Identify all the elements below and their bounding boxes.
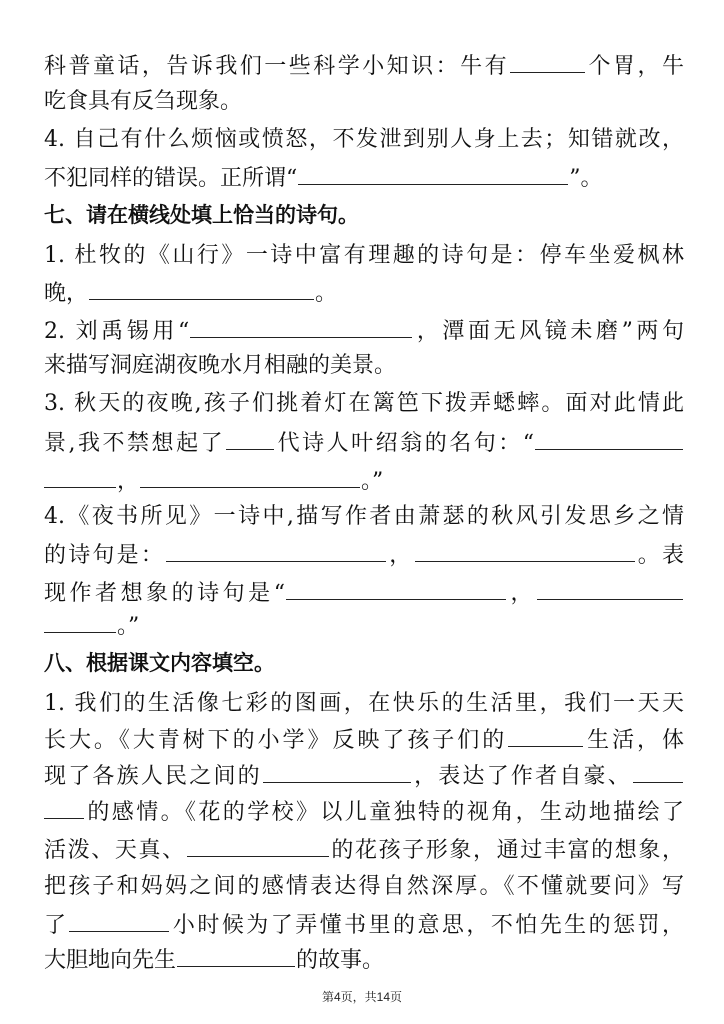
answer-blank[interactable] [187,836,329,857]
section-heading-8: 八、根据课文内容填空。 [44,651,275,675]
text-line [44,164,684,193]
text: 的花孩子形象，通过丰富的想象， [329,838,684,863]
text-line [44,836,684,865]
text-line [44,126,684,154]
text: ， [117,469,140,494]
text: 长大。《大青树下的小学》反映了孩子们的 [44,728,508,753]
answer-blank[interactable] [89,279,314,300]
text: 把孩子和妈妈之间的感情表达得自然深厚。《不懂就要问》写 [44,874,684,899]
text: 景,我不禁想起了 [44,431,226,456]
text-line [44,390,684,418]
text: 。” [117,614,140,639]
text: ”。 [569,166,603,191]
text: 活泼、天真、 [44,838,186,863]
text: 大胆地向先生 [44,948,177,973]
text-line [44,317,684,346]
page-footer: 第4页，共14页 [321,990,403,1004]
answer-blank[interactable] [140,467,360,488]
text-line [44,612,684,641]
text: ， [506,581,536,606]
text-line [44,279,684,308]
text-line [44,946,684,975]
answer-blank[interactable] [177,946,295,967]
answer-blank[interactable] [510,52,585,73]
answer-blank[interactable] [508,726,583,747]
answer-blank[interactable] [44,612,116,633]
text: 。” [361,469,384,494]
text-line [44,467,684,496]
text-line [44,429,684,458]
text-line [44,911,684,940]
answer-blank[interactable] [633,762,683,783]
section-heading-7: 七、请在横线处填上恰当的诗句。 [44,203,359,227]
text-line [44,798,684,827]
text: 4.《夜书所见》一诗中,描写作者由萧瑟的秋风引发思乡之情 [44,504,684,529]
answer-blank[interactable] [166,541,386,562]
answer-blank[interactable] [535,429,683,450]
text: 2. 刘禹锡用“ [44,319,190,344]
text: 1. 我们的生活像七彩的图画，在快乐的生活里，我们一天天 [44,691,684,716]
text: 了 [44,913,69,938]
text-line [44,690,684,718]
text: 来描写洞庭湖夜晚水月相融的美景。 [44,353,397,378]
text: 科普童话，告诉我们一些科学小知识：牛有 [44,54,510,79]
text-line [44,541,684,570]
text: 现作者想象的诗句是“ [44,581,285,606]
text: 。 [315,281,338,306]
text: 1. 杜牧的《山行》一诗中富有理趣的诗句是：停车坐爱枫林 [44,243,684,268]
text: 的诗句是： [44,543,166,568]
answer-blank[interactable] [190,317,412,338]
text-line [44,88,684,116]
text: ，表达了作者自豪、 [411,764,632,789]
text: 3. 秋天的夜晚,孩子们挑着灯在篱笆下拨弄蟋蟀。面对此情此 [44,391,684,416]
text: 小时候为了弄懂书里的意思，不怕先生的惩罚， [170,913,684,938]
text: 的感情。《花的学校》以儿童独特的视角，生动地描绘了 [85,800,684,825]
text-line [44,579,684,608]
text-line [44,242,684,270]
text-line [44,352,684,380]
text: ， [387,543,414,568]
text-line [44,503,684,531]
text-line [44,52,684,81]
text-line [44,762,684,791]
answer-blank[interactable] [415,541,635,562]
answer-blank[interactable] [44,467,116,488]
text: 晚， [44,281,89,306]
text: 吃食具有反刍现象。 [44,89,243,114]
answer-blank[interactable] [537,579,683,600]
text: 现了各族人民之间的 [44,764,262,789]
answer-blank[interactable] [226,429,274,450]
text: ，潭面无风镜未磨”两句 [413,319,685,344]
text: 代诗人叶绍翁的名句：“ [275,431,535,456]
answer-blank[interactable] [286,579,506,600]
text: 个胃，牛 [586,54,684,79]
answer-blank[interactable] [298,164,568,185]
text-line [44,726,684,755]
text: 生活，体 [584,728,684,753]
answer-blank[interactable] [69,911,169,932]
text: 。表 [635,543,684,568]
text: 的故事。 [296,948,385,973]
text: 不犯同样的错误。正所谓“ [44,166,298,191]
text: 4. 自己有什么烦恼或愤怒，不发泄到别人身上去；知错就改， [44,127,684,152]
text-line [44,873,684,901]
answer-blank[interactable] [44,798,84,819]
answer-blank[interactable] [263,762,411,783]
